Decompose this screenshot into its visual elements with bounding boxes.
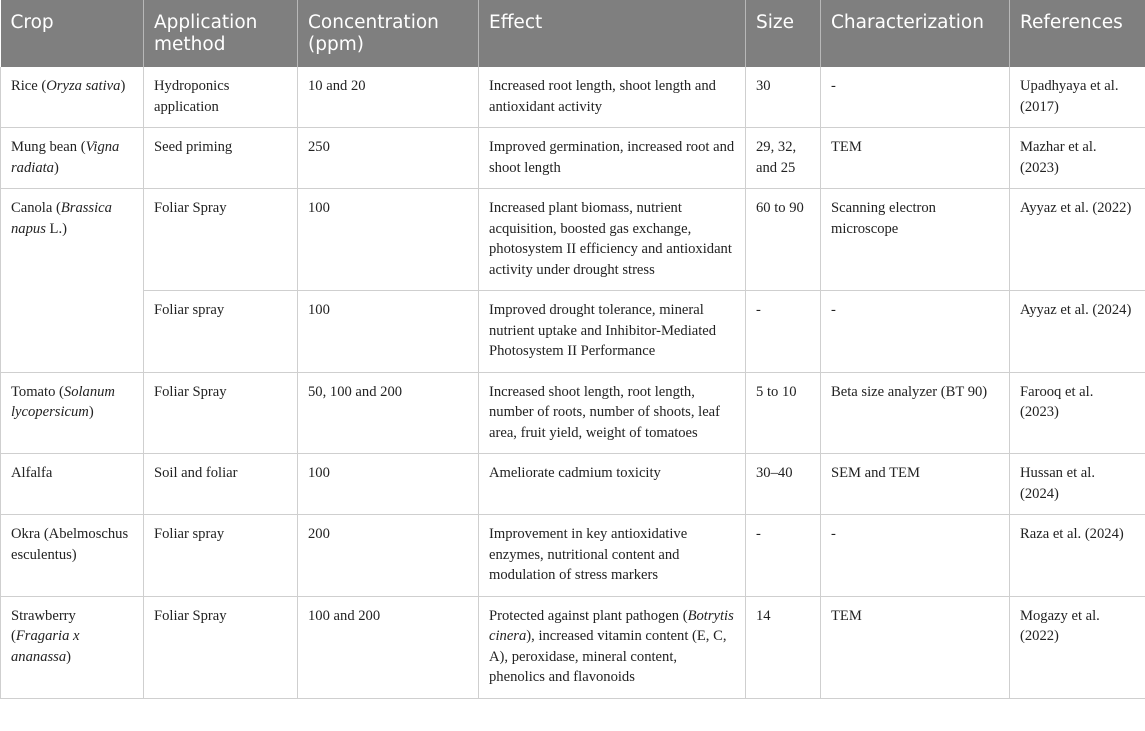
table-body [1, 67, 1145, 698]
effect-cell: Improvement in key antioxidative enzymes, nutritional content and modulation of stress markers [479, 515, 746, 597]
characterization-cell: TEM [821, 596, 1010, 698]
header-concentration: Concentration (ppm) [298, 0, 479, 67]
reference-cell: Mazhar et al. (2023) [1010, 128, 1145, 189]
reference-cell: Mogazy et al. (2022) [1010, 596, 1145, 698]
reference-cell: Ayyaz et al. (2022) [1010, 189, 1145, 291]
size-cell: - [746, 291, 821, 373]
size-cell: 60 to 90 [746, 189, 821, 291]
crop-cell: Mung bean (Vigna radiata) [1, 128, 144, 189]
method-cell: Foliar Spray [144, 189, 298, 291]
size-cell: 14 [746, 596, 821, 698]
effect-cell: Increased root length, shoot length and antioxidant activity [479, 67, 746, 128]
crop-cell: Alfalfa [1, 454, 144, 515]
size-cell: - [746, 515, 821, 597]
method-cell: Foliar spray [144, 515, 298, 597]
crop-cell: Strawberry (Fragaria x ananassa) [1, 596, 144, 698]
concentration-cell: 200 [298, 515, 479, 597]
concentration-cell: 100 [298, 454, 479, 515]
effect-cell: Improved germination, increased root and shoot length [479, 128, 746, 189]
effect-cell: Ameliorate cadmium toxicity [479, 454, 746, 515]
table-header [1, 0, 1145, 67]
crop-cell: Canola (Brassica napus L.) [1, 189, 144, 373]
header-size: Size [746, 0, 821, 67]
header-characterization: Characterization [821, 0, 1010, 67]
characterization-cell: - [821, 291, 1010, 373]
size-cell: 5 to 10 [746, 372, 821, 454]
table-row [1, 515, 1145, 597]
table-row [1, 189, 1145, 291]
method-cell: Seed priming [144, 128, 298, 189]
method-cell: Foliar spray [144, 291, 298, 373]
characterization-cell: TEM [821, 128, 1010, 189]
concentration-cell: 100 [298, 189, 479, 291]
size-cell: 29, 32, and 25 [746, 128, 821, 189]
table-row [1, 372, 1145, 454]
reference-cell: Farooq et al. (2023) [1010, 372, 1145, 454]
characterization-cell: Scanning electron microscope [821, 189, 1010, 291]
size-cell: 30 [746, 67, 821, 128]
characterization-cell: - [821, 67, 1010, 128]
concentration-cell: 10 and 20 [298, 67, 479, 128]
table-row [1, 596, 1145, 698]
concentration-cell: 250 [298, 128, 479, 189]
concentration-cell: 100 and 200 [298, 596, 479, 698]
table-row [1, 454, 1145, 515]
reference-cell: Upadhyaya et al. (2017) [1010, 67, 1145, 128]
crop-cell: Okra (Abelmoschus esculentus) [1, 515, 144, 597]
table-row [1, 67, 1145, 128]
method-cell: Foliar Spray [144, 596, 298, 698]
characterization-cell: Beta size analyzer (BT 90) [821, 372, 1010, 454]
crop-cell: Rice (Oryza sativa) [1, 67, 144, 128]
effect-cell: Protected against plant pathogen (Botrytis cinera), increased vitamin content (E, C, A), peroxidase, mineral content, phenolics and flavonoids [479, 596, 746, 698]
header-row [1, 0, 1145, 67]
effect-cell: Improved drought tolerance, mineral nutrient uptake and Inhibitor-Mediated Photosystem II Performance [479, 291, 746, 373]
table-row [1, 128, 1145, 189]
header-application-method: Application method [144, 0, 298, 67]
method-cell: Soil and foliar [144, 454, 298, 515]
size-cell: 30–40 [746, 454, 821, 515]
crop-cell: Tomato (Solanum lycopersicum) [1, 372, 144, 454]
concentration-cell: 50, 100 and 200 [298, 372, 479, 454]
reference-cell: Ayyaz et al. (2024) [1010, 291, 1145, 373]
reference-cell: Raza et al. (2024) [1010, 515, 1145, 597]
effect-cell: Increased shoot length, root length, number of roots, number of shoots, leaf area, fruit yield, weight of tomatoes [479, 372, 746, 454]
header-references: References [1010, 0, 1145, 67]
characterization-cell: SEM and TEM [821, 454, 1010, 515]
reference-cell: Hussan et al. (2024) [1010, 454, 1145, 515]
header-effect: Effect [479, 0, 746, 67]
method-cell: Hydroponics application [144, 67, 298, 128]
effect-cell: Increased plant biomass, nutrient acquisition, boosted gas exchange, photosystem II efficiency and antioxidant activity under drought stress [479, 189, 746, 291]
characterization-cell: - [821, 515, 1010, 597]
header-crop: Crop [1, 0, 144, 67]
concentration-cell: 100 [298, 291, 479, 373]
table-row [1, 291, 1145, 373]
method-cell: Foliar Spray [144, 372, 298, 454]
